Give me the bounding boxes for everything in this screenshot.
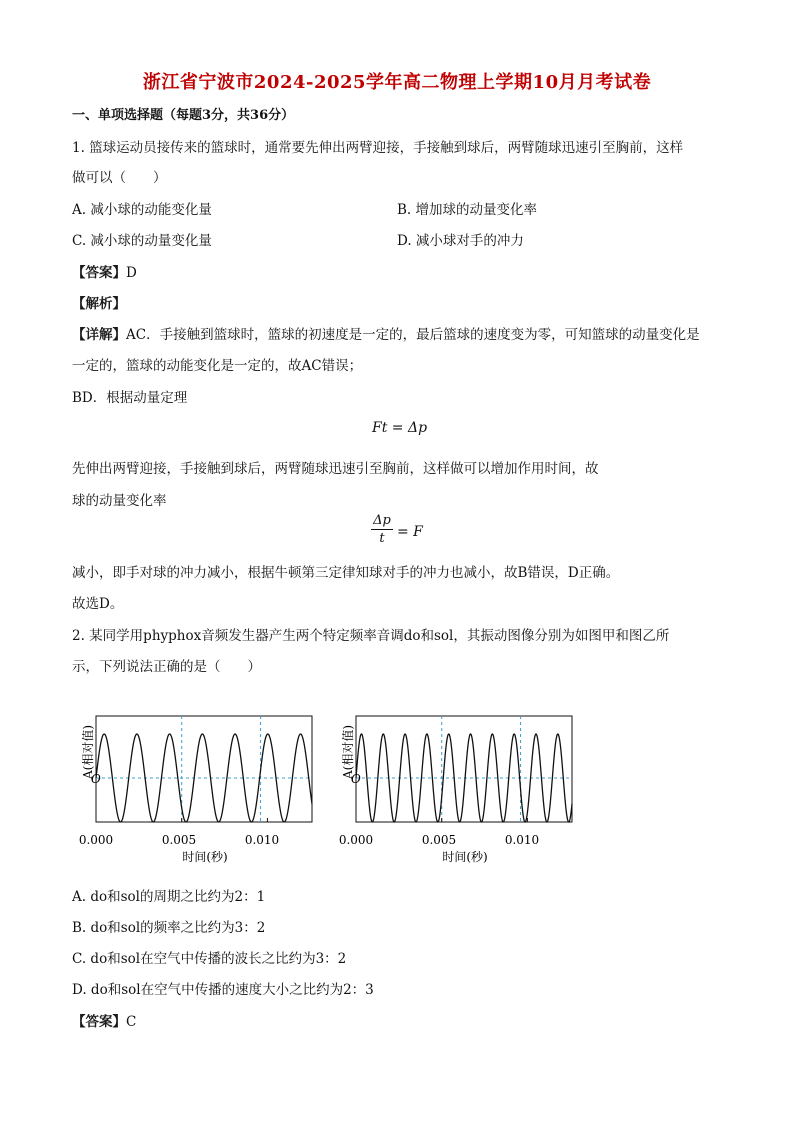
q2-option-c: C. do和sol在空气中传播的波长之比约为3：2 [72,951,347,967]
q1-detail-line5: 球的动量变化率 [72,493,167,509]
x-tick-label: 0.005 [161,833,197,847]
x-axis-label: 时间(秒) [442,850,488,864]
plot-area [96,716,312,822]
fraction-numerator: Δp [373,513,391,528]
origin-label: O [351,772,361,786]
answer-tag: 【答案】 [72,1014,126,1030]
analysis-tag-text: 【解析】 [72,296,126,312]
fraction-bar [371,529,393,530]
q1-detail-line1 [72,323,700,343]
q1-answer [72,261,137,281]
chart-do [78,712,323,870]
x-tick-label: 0.000 [78,833,114,847]
x-tick-label: 0.010 [244,833,280,847]
q1-option-c: C. 减小球的动量变化量 [72,233,212,249]
section-heading: 一、单项选择题（每题3分，共36分） [72,108,295,123]
q1-option-d: D. 减小球对手的冲力 [397,233,524,249]
q2-option-d: D. do和sol在空气中传播的速度大小之比约为2：3 [72,982,374,998]
detail-tag: 【详解】 [72,327,126,343]
origin-label: O [91,772,101,786]
q1-detail-line3: BD．根据动量定理 [72,390,188,406]
fraction-rhs: = F [397,524,423,540]
chart-sol [338,712,583,870]
x-axis-label: 时间(秒) [182,850,228,864]
q2-stem-line2: 示，下列说法正确的是（ ） [72,659,261,675]
answer-tag: 【答案】 [72,265,126,281]
q2-stem-line1: 2. 某同学用phyphox音频发生器产生两个特定频率音调do和sol，其振动图像分别为如图甲和图乙所 [72,628,670,644]
q1-detail-line7: 故选D。 [72,596,124,612]
q2-option-a: A. do和sol的周期之比约为2：1 [72,889,266,905]
formula-fraction [371,513,393,546]
answer-value: C [126,1014,137,1030]
detail-text-1: AC．手接触到篮球时，篮球的初速度是一定的，最后篮球的速度变为零，可知篮球的动量变化是 [126,327,700,343]
q1-analysis-tag [72,292,126,312]
q1-detail-line6: 减小，即手对球的冲力减小，根据牛顿第三定律知球对手的冲力也减小，故B错误，D正确。 [72,565,620,581]
formula-impulse: Ft = Δp [372,420,428,436]
fraction-denominator: t [379,531,385,546]
q2-answer [72,1010,136,1030]
page-title: 浙江省宁波市2024-2025学年高二物理上学期10月月考试卷 [142,72,652,93]
q1-stem-line2: 做可以（ ） [72,170,167,186]
q1-detail-line4: 先伸出两臂迎接，手接触到球后，两臂随球迅速引至胸前，这样做可以增加作用时间，故 [72,461,599,477]
x-tick-label: 0.005 [421,833,457,847]
y-axis-label: A(相对值) [81,724,95,780]
q1-option-a: A. 减小球的动能变化量 [72,202,212,218]
q1-stem-line1: 1. 篮球运动员接传来的篮球时，通常要先伸出两臂迎接，手接触到球后，两臂随球迅速引至胸前，这样 [72,140,684,156]
x-tick-label: 0.010 [504,833,540,847]
y-axis-label: A(相对值) [341,724,355,780]
answer-value: D [126,265,137,281]
q1-detail-line2: 一定的，篮球的动能变化是一定的，故AC错误； [72,358,363,374]
q1-option-b: B. 增加球的动量变化率 [397,202,538,218]
x-tick-label: 0.000 [338,833,374,847]
q2-option-b: B. do和sol的频率之比约为3：2 [72,920,266,936]
plot-area [356,716,572,822]
